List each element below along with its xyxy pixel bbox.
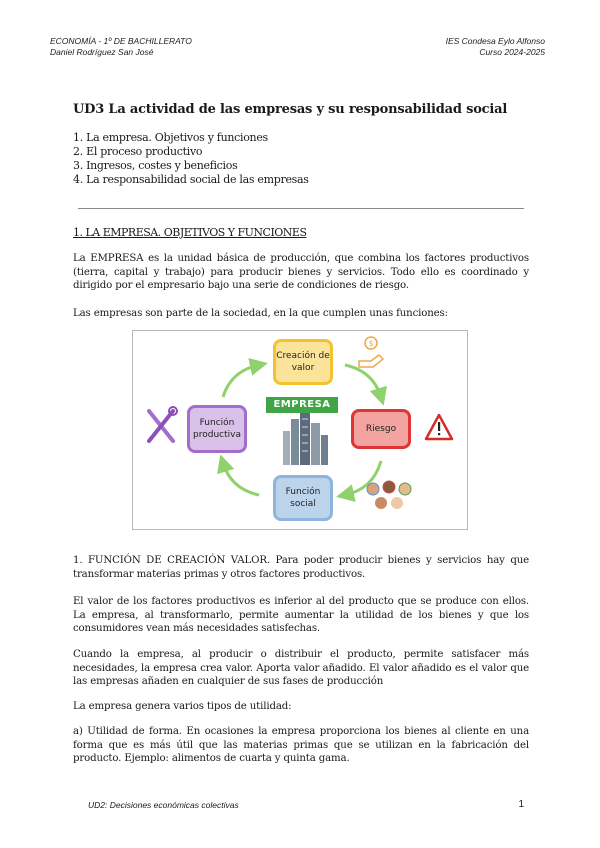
- toc-item: 2. El proceso productivo: [73, 145, 203, 158]
- header-author: Daniel Rodríguez San José: [50, 47, 154, 57]
- toc-item: 3. Ingresos, costes y beneficios: [73, 159, 238, 172]
- people-icon: [133, 331, 467, 529]
- page-number: 1: [518, 799, 524, 810]
- company-label: EMPRESA: [266, 397, 338, 413]
- paragraph-utility-intro: La empresa genera varios tipos de utilidad:: [73, 701, 292, 712]
- box-social-function: Función social: [273, 475, 333, 521]
- paragraph-form-utility: a) Utilidad de forma. En ocasiones la empresa proporciona los bienes al cliente en una forma que es más útil que las materias primas que se utilizan en la fabricación del producto. Ejemplo: alimentos de cuarta y quinta gama.: [73, 726, 529, 764]
- box-value-creation: Creación de valor: [273, 339, 333, 385]
- divider: [78, 208, 524, 209]
- svg-text:$: $: [368, 339, 374, 348]
- functions-diagram: [132, 330, 468, 530]
- footer-unit: UD2: Decisiones económicas colectivas: [88, 800, 239, 810]
- box-productive-function: Función productiva: [187, 405, 247, 453]
- toc-item: 1. La empresa. Objetivos y funciones: [73, 131, 268, 144]
- box-risk: Riesgo: [351, 409, 411, 449]
- paragraph-value-explanation: El valor de los factores productivos es inferior al del producto que se produce con ellos. La empresa, al transformarlo, permite aumentar la utilidad de los bienes y que los consumidores vean más necesidades satisfechas.: [73, 596, 529, 634]
- header-school: IES Condesa Eylo Alfonso: [445, 36, 545, 46]
- paragraph-definition: La EMPRESA es la unidad básica de producción, que combina los factores productivos (tierra, capital y trabajo) para producir bienes y servicios. Todo ello es coordinado y dirigido por el empresario bajo una serie de condiciones de riesgo.: [73, 253, 529, 291]
- toc-item: 4. La responsabilidad social de las empresas: [73, 173, 309, 186]
- paragraph-functions-intro: Las empresas son parte de la sociedad, en la que cumplen unas funciones:: [73, 308, 448, 319]
- header-course: ECONOMÍA - 1º DE BACHILLERATO: [50, 36, 192, 46]
- paragraph-added-value: Cuando la empresa, al producir o distribuir el producto, permite satisfacer más necesidades, la empresa crea valor. Aporta valor añadido. El valor añadido es el valor que las empresas añaden en cualquier de sus fases de producción: [73, 649, 529, 687]
- table-of-contents: [73, 131, 309, 187]
- page-title: UD3 La actividad de las empresas y su responsabilidad social: [73, 102, 508, 117]
- section-heading: 1. LA EMPRESA. OBJETIVOS Y FUNCIONES: [73, 226, 307, 239]
- header-right: [446, 36, 545, 58]
- header-left: [50, 36, 192, 58]
- paragraph-value-creation: 1. FUNCIÓN DE CREACIÓN VALOR. Para poder producir bienes y servicios hay que transformar materias primas y otros factores productivos.: [73, 555, 529, 580]
- header-year: Curso 2024-2025: [479, 47, 545, 57]
